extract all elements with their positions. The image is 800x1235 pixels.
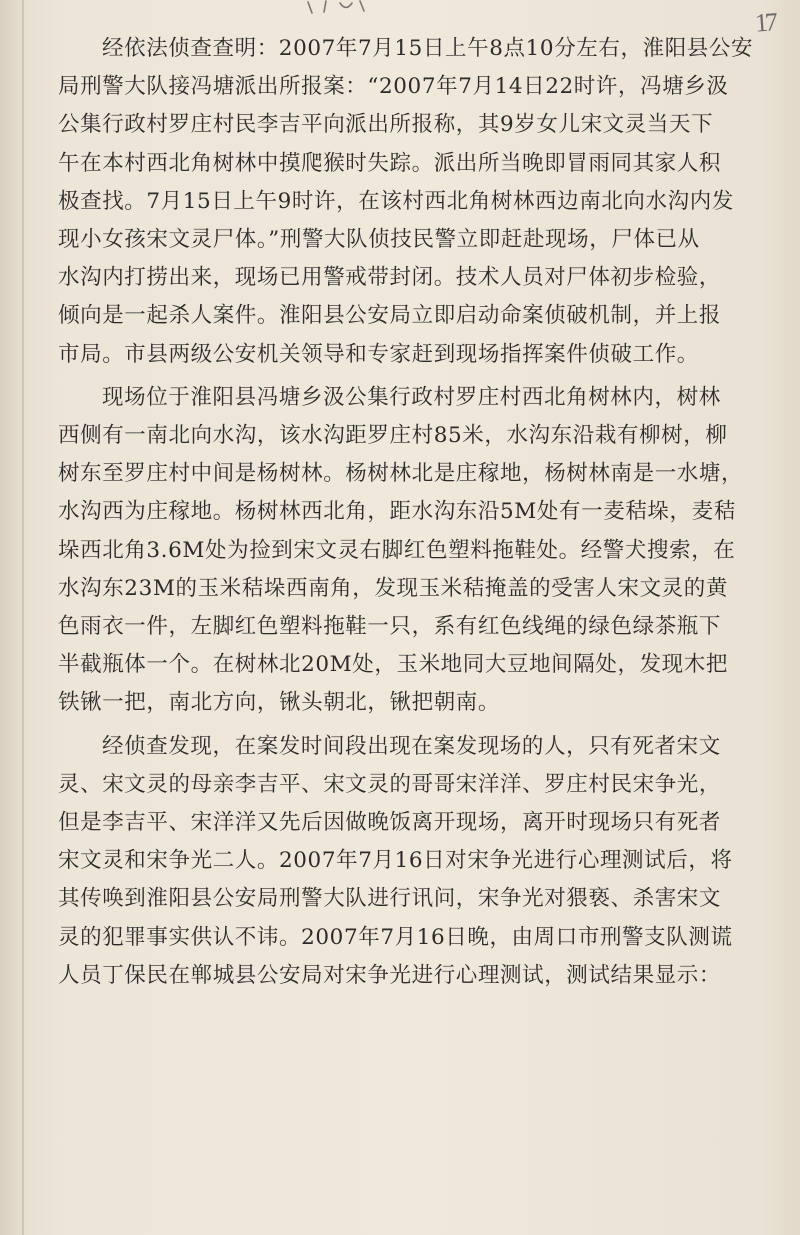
paragraph-investigation-findings	[58, 728, 748, 995]
text-line: 经依法侦查查明：2007年7月15日上午8点10分左右，淮阳县公安	[102, 36, 754, 61]
text-line: 现小女孩宋文灵尸体。”刑警大队侦技民警立即赶赴现场，尸体已从	[58, 227, 700, 253]
text-line: 经侦查发现，在案发时间段出现在案发现场的人，只有死者宋文	[102, 733, 721, 759]
text-line: 水沟西为庄稼地。杨树林西北角，距水沟东沿5M处有一麦秸垛，麦秸	[58, 499, 736, 525]
text-line: 倾向是一起杀人案件。淮阳县公安局立即启动命案侦破机制，并上报	[58, 303, 722, 329]
text-line: 树东至罗庄村中间是杨树林。杨树林北是庄稼地，杨树林南是一水塘，	[58, 461, 744, 487]
text-line: 灵、宋文灵的母亲李吉平、宋文灵的哥哥宋洋洋、罗庄村民宋争光，	[58, 771, 722, 797]
text-line: 其传唤到淮阳县公安局刑警大队进行讯问，宋争光对猥亵、杀害宋文	[58, 886, 722, 912]
text-line: 垛西北角3.6M处为捡到宋文灵右脚红色塑料拖鞋处。经警犬搜索，在	[58, 537, 736, 563]
text-line: 极查找。7月15日上午9时许，在该村西北角树林西边南北向水沟内发	[58, 188, 734, 214]
text-line: 宋文灵和宋争光二人。2007年7月16日对宋争光进行心理测试后，将	[58, 848, 733, 874]
text-line: 公集行政村罗庄村民李吉平向派出所报称，其9岁女儿宋文灵当天下	[58, 112, 714, 138]
text-line: 水沟东23M的玉米秸垛西南角，发现玉米秸掩盖的受害人宋文灵的黄	[58, 575, 728, 601]
text-line: 市局。市县两级公安机关领导和专家赶到现场指挥案件侦破工作。	[58, 341, 699, 367]
text-line: 灵的犯罪事实供认不讳。2007年7月16日晚，由周口市刑警支队测谎	[58, 924, 733, 950]
text-line: 但是李吉平、宋洋洋又先后因做晚饭离开现场，离开时现场只有死者	[58, 810, 722, 836]
handwritten-page-number: 17	[753, 7, 776, 38]
text-line: 局刑警大队接冯塘派出所报案：“2007年7月14日22时许，冯塘乡汲	[58, 74, 729, 100]
paragraph-investigation-summary	[58, 30, 754, 374]
paragraph-scene-description	[58, 379, 748, 723]
text-line: 西侧有一南北向水沟，该水沟距罗庄村85米，水沟东沿栽有柳树，柳	[58, 423, 728, 449]
text-line: 铁锹一把，南北方向，锹头朝北，锹把朝南。	[58, 690, 501, 716]
document-body	[58, 30, 754, 1000]
text-line: 人员丁保民在郸城县公安局对宋争光进行心理测试，测试结果显示：	[58, 962, 722, 988]
text-line: 现场位于淮阳县冯塘乡汲公集行政村罗庄村西北角树林内，树林	[102, 384, 721, 410]
page-fold-line	[22, 0, 24, 1235]
handwritten-scribble	[300, 0, 380, 16]
text-line: 半截瓶体一个。在树林北20M处，玉米地同大豆地间隔处，发现木把	[58, 652, 728, 678]
text-line: 午在本村西北角树林中摸爬猴时失踪。派出所当晚即冒雨同其家人积	[58, 150, 722, 176]
text-line: 水沟内打捞出来，现场已用警戒带封闭。技术人员对尸体初步检验，	[58, 265, 722, 291]
text-line: 色雨衣一件，左脚红色塑料拖鞋一只，系有红色线绳的绿色绿茶瓶下	[58, 614, 722, 640]
